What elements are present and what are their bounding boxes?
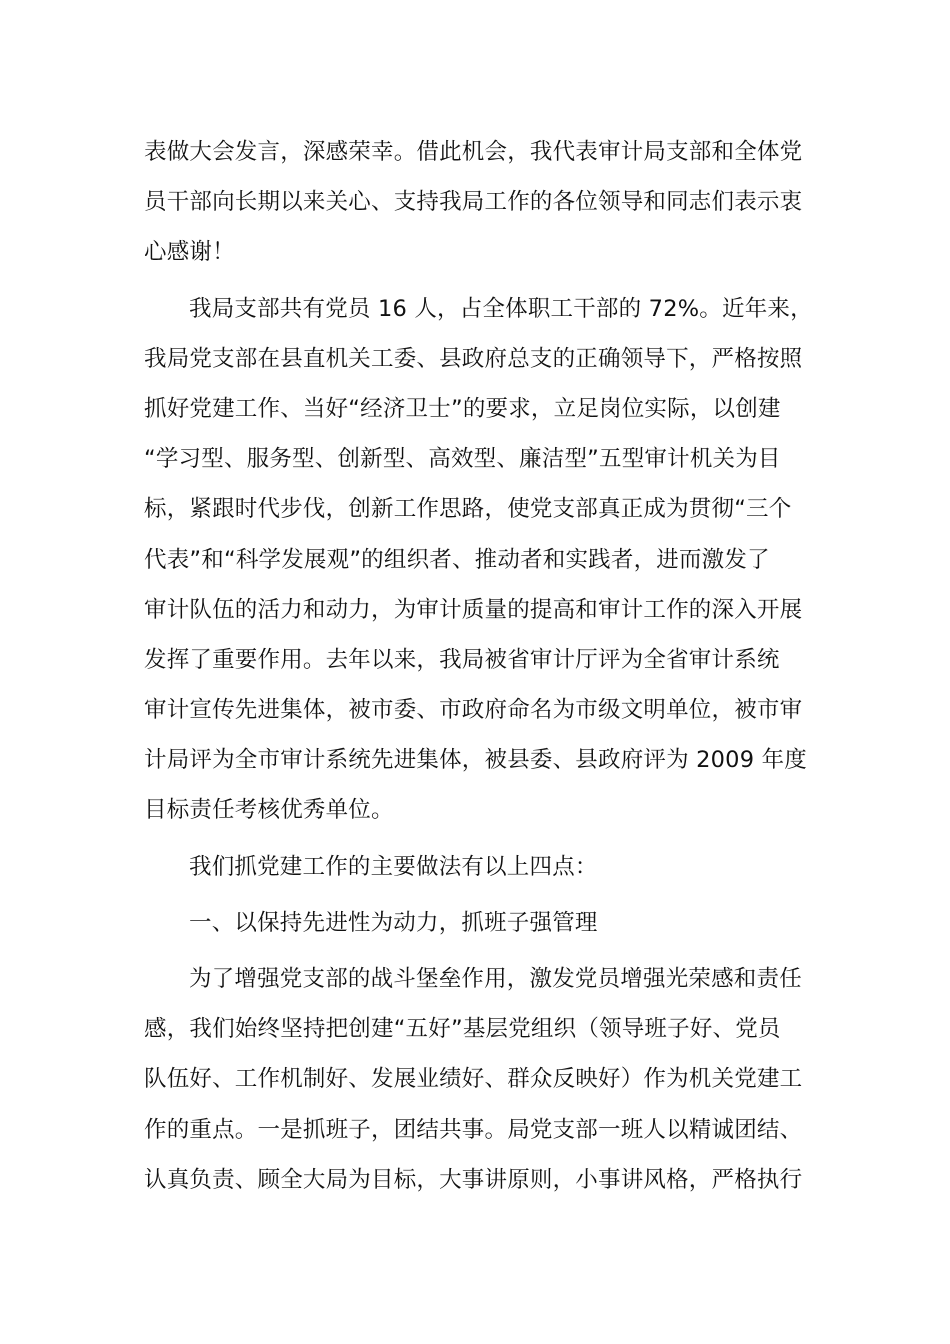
- text-line: 员干部向长期以来关心、支持我局工作的各位领导和同志们表示衷: [144, 189, 803, 216]
- text-line: 发挥了重要作用。去年以来，我局被省审计厅评为全省审计系统: [144, 646, 780, 673]
- text-line: 抓好党建工作、当好“经济卫士”的要求，立足岗位实际，以创建: [144, 395, 781, 422]
- paragraph-main-practices-intro: [144, 842, 796, 892]
- paragraph-opening: [144, 127, 803, 278]
- text-line: 心感谢！: [144, 239, 235, 266]
- text-line: 表做大会发言，深感荣幸。借此机会，我代表审计局支部和全体党: [144, 139, 803, 165]
- text-line: 认真负责、顾全大局为目标，大事讲原则，小事讲风格，严格执行: [144, 1166, 803, 1193]
- text-line: 一、以保持先进性为动力，抓班子强管理: [189, 909, 598, 936]
- text-line: 我局支部共有党员 16 人，占全体职工干部的 72%。近年来，: [189, 295, 813, 322]
- text-line: 计局评为全市审计系统先进集体，被县委、县政府评为 2009 年度: [144, 747, 807, 774]
- text-line: 感，我们始终坚持把创建“五好”基层党组织（领导班子好、党员: [144, 1016, 781, 1043]
- text-line: 代表”和“科学发展观”的组织者、推动者和实践者，进而激发了: [144, 546, 770, 573]
- text-line: 我们抓党建工作的主要做法有以上四点：: [189, 853, 598, 880]
- text-line: 为了增强党支部的战斗堡垒作用，激发党员增强光荣感和责任: [189, 966, 802, 992]
- text-line: 我局党支部在县直机关工委、县政府总支的正确领导下，严格按照: [144, 345, 803, 372]
- text-line: 标，紧跟时代步伐，创新工作思路，使党支部真正成为贯彻“三个: [144, 496, 792, 523]
- text-line: 目标责任考核优秀单位。: [144, 797, 394, 824]
- text-line: “学习型、服务型、创新型、高效型、廉洁型”五型审计机关为目: [144, 446, 781, 473]
- document-body: [144, 127, 813, 1205]
- text-line: 审计宣传先进集体，被市委、市政府命名为市级文明单位，被市审: [144, 697, 803, 724]
- text-line: 审计队伍的活力和动力，为审计质量的提高和审计工作的深入开展: [144, 596, 803, 623]
- text-line: 队伍好、工作机制好、发展业绩好、群众反映好）作为机关党建工: [144, 1066, 803, 1093]
- text-line: 作的重点。一是抓班子，团结共事。局党支部一班人以精诚团结、: [144, 1116, 803, 1143]
- paragraph-branch-overview: [144, 284, 813, 836]
- section-heading-one: [144, 898, 796, 948]
- paragraph-section-one-body: [144, 954, 803, 1205]
